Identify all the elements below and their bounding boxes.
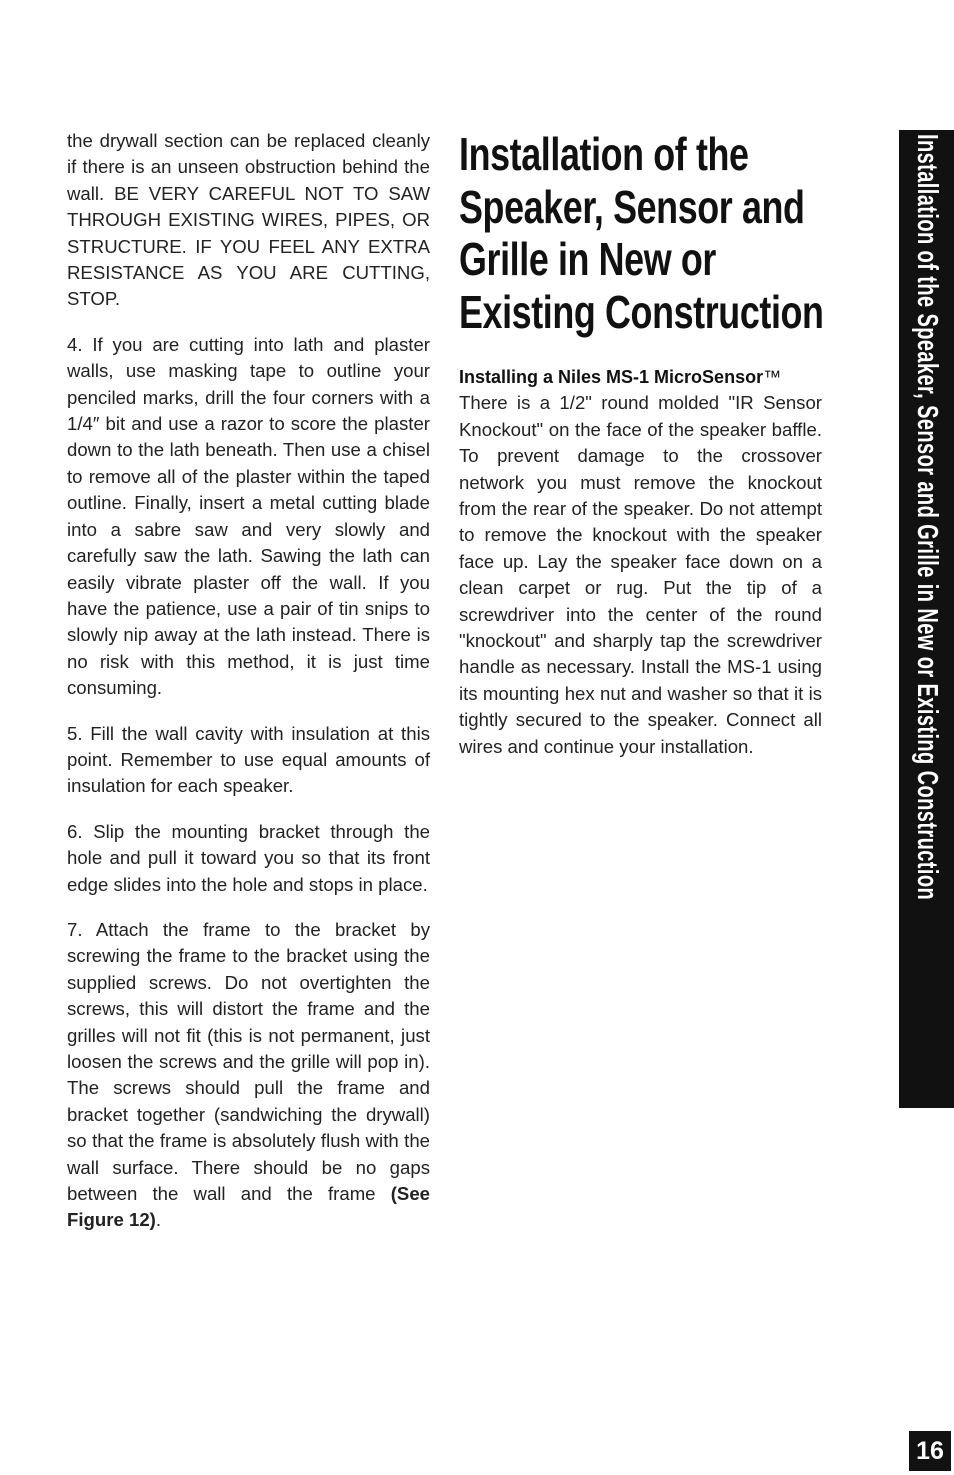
step-6-mounting-bracket: 6. Slip the mounting bracket through the hole and pull it toward you so that its front edge slides into the hole and stops in place.	[67, 820, 430, 895]
trademark-symbol: ™	[763, 367, 782, 387]
figure-12-reference: (See Figure 12)	[67, 1183, 430, 1231]
step-7-attach-frame	[67, 917, 430, 1234]
subheading-text: Installing a Niles MS-1 MicroSensor	[459, 367, 764, 387]
side-tab-text: Installation of the Speaker, Sensor and Grille in New or Existing Construction	[911, 134, 943, 901]
microsensor-subheading	[459, 364, 822, 390]
step-5-insulation: 5. Fill the wall cavity with insulation at this point. Remember to use equal amounts of insulation for each speaker.	[67, 722, 430, 797]
page-number: 16	[909, 1431, 951, 1471]
section-side-tab	[899, 130, 954, 1108]
step-7-end: .	[155, 1209, 162, 1231]
left-column	[67, 128, 430, 1247]
paragraph-drywall-continuation: the drywall section can be replaced cleanly if there is an unseen obstruction behind the wall. BE VERY CAREFUL NOT TO SAW THROUGH EXISTING WIRES, PIPES, OR STRUCTURE. IF YOU FEEL ANY EXTRA RESISTANCE AS YOU ARE CUTTING, STOP.	[67, 130, 430, 310]
right-column	[459, 128, 822, 760]
section-heading: Installation of the Speaker, Sensor and Grille in New or Existing Construction	[459, 128, 824, 338]
step-4-lath-plaster: 4. If you are cutting into lath and plaster walls, use masking tape to outline your penciled marks, drill the four corners with a 1/4″ bit and use a razor to score the plaster down to the lath beneath. Then use a chisel to remove all of the plaster within the taped outline. Finally, insert a metal cutting blade into a sabre saw and very slowly and carefully saw the lath. Sawing the lath can easily vibrate plaster off the wall. If you have the patience, use a pair of tin snips to slowly nip away at the lath instead. There is no risk with this method, it is just time consuming.	[67, 333, 430, 699]
microsensor-instructions: There is a 1/2" round molded "IR Sensor Knockout" on the face of the speaker baffle. To prevent damage to the crossover network you must remove the knockout from the rear of the speaker. Do not attempt to remove the knockout with the speaker face up. Lay the speaker face down on a clean carpet or rug. Put the tip of a screwdriver into the center of the round "knockout" and sharply tap the screwdriver handle as necessary. Install the MS-1 using its mounting hex nut and washer so that it is tightly secured to the speaker. Connect all wires and continue your installation.	[459, 392, 822, 757]
step-7-text: 7. Attach the frame to the bracket by screwing the frame to the bracket using the supplied screws. Do not overtighten the screws, this will distort the frame and the grilles will not fit (this is not permanent, just loosen the screws and the grille will pop in). The screws should pull the frame and bracket together (sandwiching the drywall) so that the frame is absolutely flush with the wall surface. There should be no gaps between the wall and the frame	[67, 918, 430, 1205]
side-tab-label	[910, 134, 944, 1104]
